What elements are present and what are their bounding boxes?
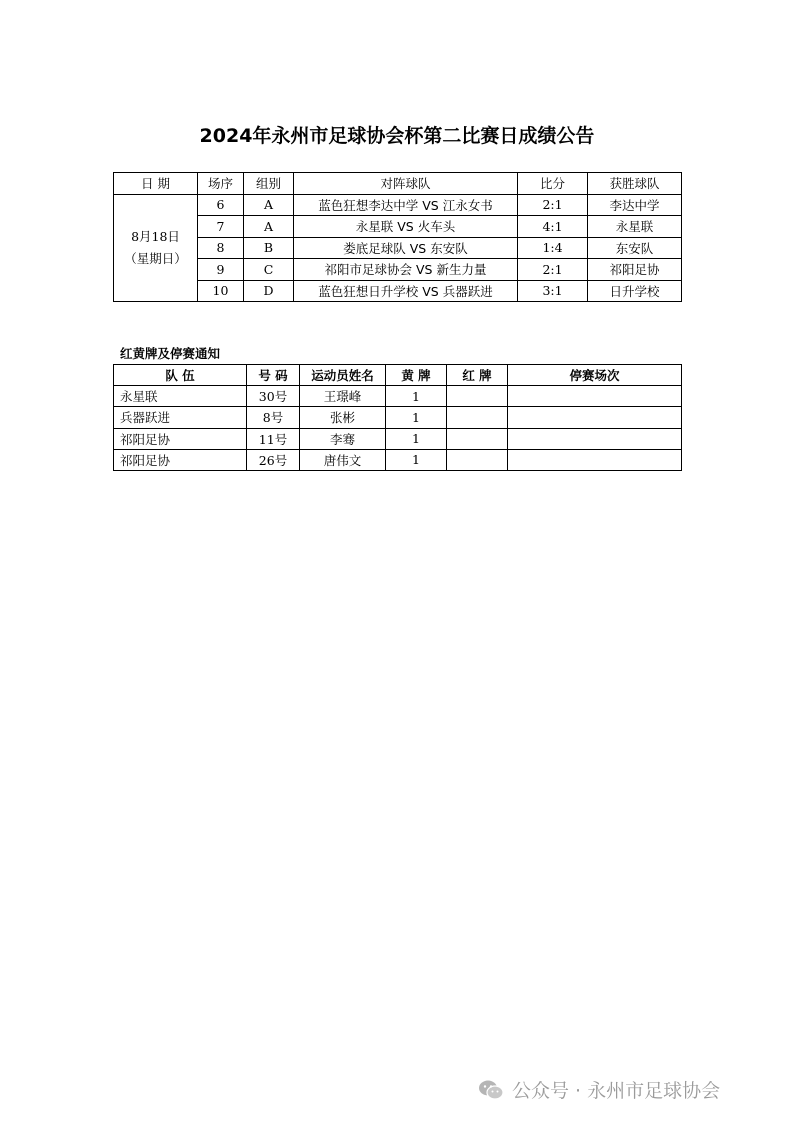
winner-cell: 日升学校: [588, 280, 682, 302]
seq-cell: 7: [198, 216, 244, 238]
header-team: 队 伍: [114, 365, 247, 386]
table-row: [114, 280, 682, 302]
table-row: [114, 216, 682, 238]
header-group: 组别: [244, 173, 294, 195]
table-row: [114, 449, 682, 470]
watermark: [478, 1076, 720, 1103]
header-seq: 场序: [198, 173, 244, 195]
group-cell: D: [244, 280, 294, 302]
match-cell: 祁阳市足球协会 VS 新生力量: [294, 259, 518, 281]
table-row: [114, 407, 682, 428]
yellow-card-cell: 1: [386, 428, 447, 449]
seq-cell: 9: [198, 259, 244, 281]
number-cell: 8号: [247, 407, 300, 428]
score-cell: 2:1: [518, 194, 588, 216]
team-cell: 永星联: [114, 386, 247, 407]
score-cell: 2:1: [518, 259, 588, 281]
group-cell: B: [244, 237, 294, 259]
header-yellow-card: 黄 牌: [386, 365, 447, 386]
team-cell: 祁阳足协: [114, 449, 247, 470]
winner-cell: 祁阳足协: [588, 259, 682, 281]
match-cell: 蓝色狂想日升学校 VS 兵器跃进: [294, 280, 518, 302]
suspension-cell: [508, 407, 682, 428]
player-name-cell: 张彬: [300, 407, 386, 428]
winner-cell: 李达中学: [588, 194, 682, 216]
match-cell: 蓝色狂想李达中学 VS 江永女书: [294, 194, 518, 216]
table-row: [114, 386, 682, 407]
team-cell: 兵器跃进: [114, 407, 247, 428]
header-match: 对阵球队: [294, 173, 518, 195]
red-card-cell: [447, 386, 508, 407]
cards-section-title: 红黄牌及停赛通知: [120, 346, 221, 361]
player-name-cell: 王璟峰: [300, 386, 386, 407]
header-number: 号 码: [247, 365, 300, 386]
results-header-row: [114, 173, 682, 195]
score-cell: 1:4: [518, 237, 588, 259]
player-name-cell: 唐伟文: [300, 449, 386, 470]
match-date: 8月18日: [131, 228, 180, 244]
red-card-cell: [447, 407, 508, 428]
header-player-name: 运动员姓名: [300, 365, 386, 386]
score-cell: 3:1: [518, 280, 588, 302]
table-row: [114, 194, 682, 216]
seq-cell: 6: [198, 194, 244, 216]
header-red-card: 红 牌: [447, 365, 508, 386]
watermark-text: 公众号 · 永州市足球协会: [512, 1080, 721, 1102]
winner-cell: 永星联: [588, 216, 682, 238]
table-row: [114, 259, 682, 281]
seq-cell: 10: [198, 280, 244, 302]
match-cell: 娄底足球队 VS 东安队: [294, 237, 518, 259]
header-score: 比分: [518, 173, 588, 195]
suspension-cell: [508, 386, 682, 407]
number-cell: 30号: [247, 386, 300, 407]
header-date: 日 期: [114, 173, 198, 195]
group-cell: A: [244, 194, 294, 216]
number-cell: 11号: [247, 428, 300, 449]
player-name-cell: 李骞: [300, 428, 386, 449]
group-cell: A: [244, 216, 294, 238]
red-card-cell: [447, 428, 508, 449]
suspension-cell: [508, 449, 682, 470]
yellow-card-cell: 1: [386, 407, 447, 428]
match-date-cell: [114, 194, 198, 302]
wechat-icon: [478, 1079, 504, 1101]
match-cell: 永星联 VS 火车头: [294, 216, 518, 238]
match-weekday: （星期日）: [124, 250, 187, 266]
winner-cell: 东安队: [588, 237, 682, 259]
suspension-cell: [508, 428, 682, 449]
results-table: [113, 172, 682, 302]
red-card-cell: [447, 449, 508, 470]
score-cell: 4:1: [518, 216, 588, 238]
cards-table: [113, 364, 682, 471]
team-cell: 祁阳足协: [114, 428, 247, 449]
yellow-card-cell: 1: [386, 386, 447, 407]
number-cell: 26号: [247, 449, 300, 470]
cards-header-row: [114, 365, 682, 386]
header-suspension: 停赛场次: [508, 365, 682, 386]
table-row: [114, 428, 682, 449]
page-title: 2024年永州市足球协会杯第二比赛日成绩公告: [199, 125, 595, 147]
group-cell: C: [244, 259, 294, 281]
seq-cell: 8: [198, 237, 244, 259]
table-row: [114, 237, 682, 259]
header-winner: 获胜球队: [588, 173, 682, 195]
yellow-card-cell: 1: [386, 449, 447, 470]
